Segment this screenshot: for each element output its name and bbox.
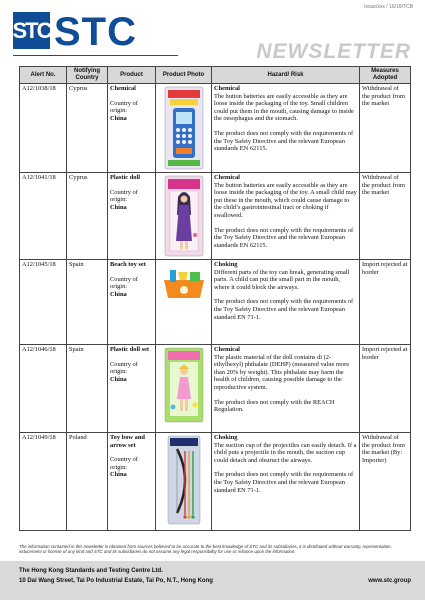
product-cell [108,345,156,433]
stc-logo-icon: STC [13,12,50,49]
origin-label: Country of origin: [110,456,138,471]
hazard-cell [212,433,360,531]
photo-cell [156,260,212,345]
hazard-text: The button batteries are easily accessible as they are loose inside the packaging of the toy. Small children could put them in the mouth, causing damage to inside the oesophagus and the stomach. [214,92,354,123]
alert-no: A12/1045/18 [20,260,67,345]
compliance-text: The product does not comply with the requirements of the Toy Safety Directive and the relevant European standard EN 71-1. [214,298,354,321]
compliance-text: The product does not comply with the REACH Regulation. [214,398,335,414]
photo-cell [156,345,212,433]
photo-cell [156,433,212,531]
origin-value: China [110,375,127,383]
measures: Withdrawal of the product from the market [360,84,411,173]
company-name: The Hong Kong Standards and Testing Centre Ltd. [19,568,163,574]
origin-label: Country of origin: [110,99,138,115]
header-alert-no: Alert No. [20,67,67,84]
photo-cell [156,84,212,173]
origin-value: China [110,114,127,122]
hazard-title: Chemical [214,174,240,181]
alert-no: A12/1049/18 [20,433,67,531]
country: Spain [67,260,108,345]
measures: Import rejected at border [360,345,411,433]
table-row [20,84,411,173]
product-name: Toy bow and arrow set [110,434,145,449]
hazard-title: Choking [214,434,238,441]
table-row [20,173,411,260]
website-link[interactable]: www.stc.group [368,578,411,584]
header-divider [13,55,178,56]
logo-text: STC [54,10,137,54]
hazard-text: The suction cup of the projectiles can easily detach. If a child puts a projectile in the mouth, the suction cup could detach and obstruct the airways. [214,441,357,464]
phone-toy-photo [164,86,204,170]
compliance-text: The product does not comply with the requirements of the Toy Safety Directive and the relevant European standard EN 71-1. [214,471,354,494]
hazard-cell [212,345,360,433]
beach-toy-photo [160,262,208,306]
origin-label: Country of origin: [110,275,138,291]
company-address: 10 Dai Wang Street, Tai Po Industrial Estate, Tai Po, N.T., Hong Kong [19,578,213,584]
product-cell [108,260,156,345]
origin-value: China [110,203,127,211]
doll-set-photo [164,347,204,423]
newsletter-title: NEWSLETTER [256,40,411,63]
product-cell [108,173,156,260]
compliance-text: The product does not comply with the requirements of the Toy Safety Directive and the relevant European standards EN 62115. [214,226,354,249]
country: Poland [67,433,108,531]
header-product: Product [108,67,156,84]
header-product-photo: Product Photo [156,67,212,84]
hazard-text: The plastic material of the doll contains di (2-ethylhexyl) phthalate (DEHP) (measured value more than 20% by weight). This phthalate may harm the health of children, causing possible damage to the reproductive system. [214,353,350,391]
header-hazard-risk: Hazard/ Risk [212,67,360,84]
origin-label: Country of origin: [110,188,138,204]
table-row [20,433,411,531]
measures: Withdrawal of the product from the market [360,173,411,260]
newsletter-header [0,0,425,68]
hazard-cell [212,260,360,345]
product-name: Plastic doll set [110,346,150,353]
hazard-text: Different parts of the toy can break, generating small parts. A child can put the small part in the mouth, where it could block the airways. [214,268,350,291]
compliance-text: The product does not comply with the requirements of the Toy Safety Directive and the relevant European standards EN 62115. [214,129,354,153]
alert-no: A12/1041/18 [20,173,67,260]
country: Cyprus [67,84,108,173]
origin-label: Country of origin: [110,360,138,376]
table-row [20,345,411,433]
origin-value: China [110,471,127,479]
hazard-title: Chemical [214,346,240,353]
table-header-row [20,67,411,84]
disclaimer: The information contained in this newsletter is obtained from sources believed to be accurate to the best knowledge of STC and its subsidiaries, it is distributed without warranty, representation, inducement or license of any kind and STC and its subsidiaries do not assume any legal responsibility for use or reliance upon the information. [19,544,392,555]
hazard-cell [212,173,360,260]
hazard-title: Choking [214,261,238,268]
country: Spain [67,345,108,433]
hazard-cell [212,84,360,173]
country: Cyprus [67,173,108,260]
product-name: Plastic doll [110,174,140,181]
alert-no: A12/1038/18 [20,84,67,173]
hazard-title: Chemical [214,85,240,92]
product-cell [108,433,156,531]
table-row [20,260,411,345]
alerts-table [19,66,411,531]
header-notifying-country: Notifying Country [67,67,108,84]
hazard-text: The button batteries are easily accessible as they are loose inside the packaging of the toy. A small child may put these in the mouth, which could cause damage to the child’s gastrointestinal tract or choking if swallowed. [214,181,357,219]
photo-cell [156,173,212,260]
measures: Import rejected at border [360,260,411,345]
product-name: Chemical [110,85,136,92]
product-cell [108,84,156,173]
bow-arrow-photo [167,435,201,525]
measures: Withdrawal of the product from the market (By: Importer) [360,433,411,531]
header-measures: Measures Adopted [360,67,411,84]
issue-ref: Issue/xxx / 16/18/TCB [364,4,413,10]
origin-value: China [110,290,127,298]
product-name: Beach toy set [110,261,146,268]
alert-no: A12/1046/18 [20,345,67,433]
doll-photo [164,175,204,257]
